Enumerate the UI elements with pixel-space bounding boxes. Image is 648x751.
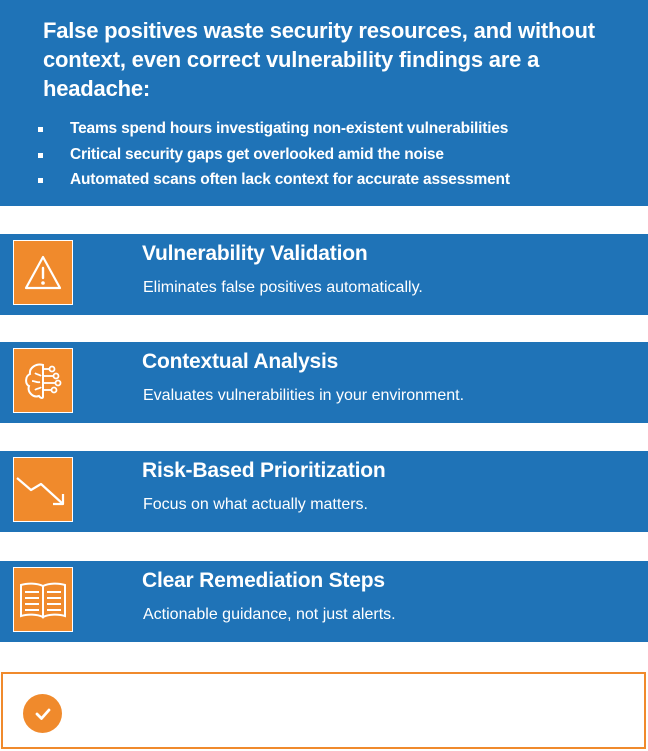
callout-box (1, 672, 646, 749)
feature-description: Actionable guidance, not just alerts. (143, 606, 396, 623)
pain-point-list (43, 116, 608, 193)
feature-description: Eliminates false positives automatically. (143, 279, 423, 296)
hero-banner (0, 0, 648, 206)
pain-point-item: Automated scans often lack context for accurate assessment (43, 167, 608, 193)
feature-title: Risk-Based Prioritization (142, 459, 386, 482)
feature-title: Vulnerability Validation (142, 242, 368, 265)
open-book-icon (13, 567, 73, 632)
feature-description: Focus on what actually matters. (143, 496, 368, 513)
pain-point-item: Teams spend hours investigating non-existent vulnerabilities (43, 116, 608, 142)
pain-point-item: Critical security gaps get overlooked amid the noise (43, 142, 608, 168)
brain-circuit-icon (13, 348, 73, 413)
feature-description: Evaluates vulnerabilities in your environment. (143, 387, 465, 404)
feature-card-risk-based-prioritization (0, 451, 648, 532)
feature-title: Clear Remediation Steps (142, 569, 385, 592)
trend-down-icon (13, 457, 73, 522)
feature-card-contextual-analysis (0, 342, 648, 423)
feature-card-vulnerability-validation (0, 234, 648, 315)
feature-title: Contextual Analysis (142, 350, 339, 373)
hero-title: False positives waste security resources, and without context, even correct vulnerability findings are a headache: (43, 18, 595, 101)
warning-icon (13, 240, 73, 305)
feature-card-clear-remediation-steps (0, 561, 648, 642)
check-icon (23, 694, 62, 733)
